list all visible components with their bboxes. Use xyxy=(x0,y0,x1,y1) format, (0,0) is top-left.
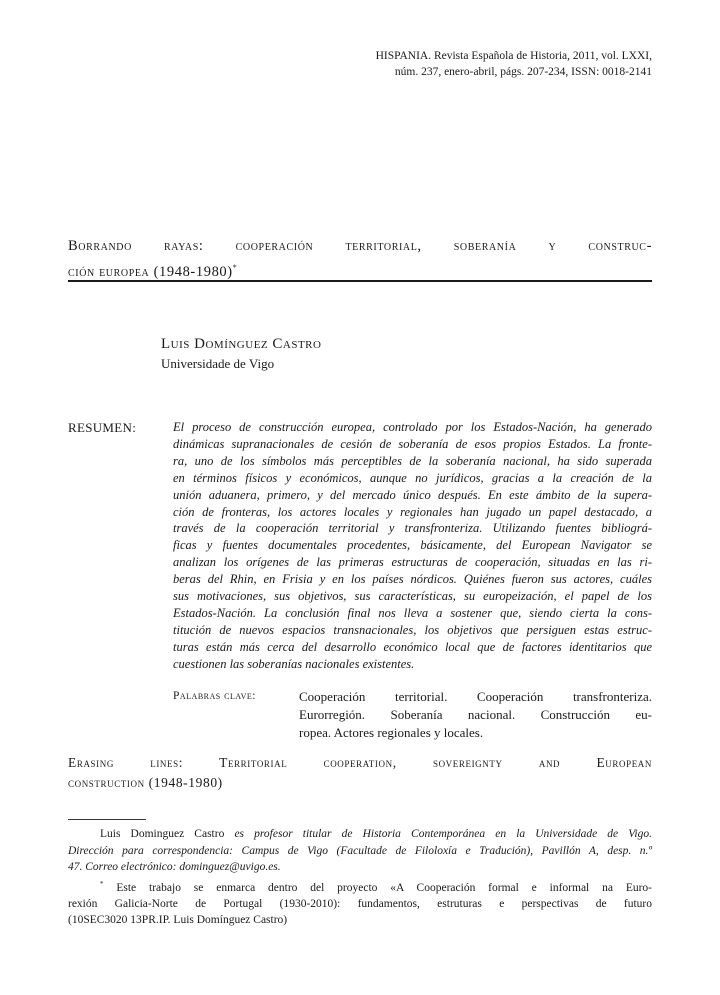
title-line-2-text: ción europea (1948-1980) xyxy=(68,263,233,280)
title-divider xyxy=(68,280,652,282)
footnotes xyxy=(68,826,652,929)
keywords-line: Cooperación territorial. Cooperación transfronteriza. xyxy=(299,689,652,704)
title-footnote-mark: * xyxy=(232,263,238,272)
keywords-label: Palabras clave: xyxy=(173,690,256,702)
abstract-line: dinámicas supranacionales de cesión de soberanía de esos propios Estados. La fronte- xyxy=(173,436,652,451)
keywords-text xyxy=(299,688,652,742)
footnote-project-mark: * xyxy=(100,879,104,888)
abstract-line: beras del Rhin, en Frisia y en los países nórdicos. Quiénes fueron sus actores, cuáles xyxy=(173,572,652,587)
abstract-line: turas están más cerca del desarrollo económico local que de factores identitarios que xyxy=(173,639,652,654)
abstract-line: cuestionen las soberanías nacionales existentes. xyxy=(173,656,415,671)
keywords-line: Eurorregión. Soberanía nacional. Construcción eu- xyxy=(299,707,652,722)
article-title xyxy=(68,236,652,283)
footnote-divider xyxy=(68,819,146,820)
abstract-line: Estados-Nación. La conclusión final nos lleva a sostener que, siendo cierta la cons- xyxy=(173,605,652,620)
title-line-2 xyxy=(68,257,652,283)
journal-header xyxy=(376,48,652,80)
author-name: Luis Domínguez Castro xyxy=(161,336,322,352)
abstract-line: ficas y fuentes documentales procedentes, básicamente, del European Navigator se xyxy=(173,538,652,553)
abstract-line: ra, uno de los símbolos más perceptibles de la soberanía nacional, ha sido superada xyxy=(173,453,652,468)
footnote-project-line-2: rexión Galicia-Norte de Portugal (1930-2010): fundamentos, estruturas e perspectivas de futuro xyxy=(68,897,652,910)
abstract-line: analizan los orígenes de las primeras estructuras de cooperación, situadas en las ri- xyxy=(173,555,652,570)
abstract-text xyxy=(173,419,652,673)
footnote-project-text: Este trabajo se enmarca dentro del proyecto «A Cooperación formal e informal na Euro- xyxy=(116,881,652,894)
abstract-line: sus motivaciones, sus objetivos, sus características, su europeización, el papel de los xyxy=(173,589,652,604)
footnote-author-line-3: 47. Correo electrónico: dominguez@uvigo.es. xyxy=(68,861,281,873)
abstract-line: ción de fronteras, los actores locales y regionales han jugado un papel destacado, a xyxy=(173,504,652,519)
footnote-author-name: Luis Dominguez Castro xyxy=(100,828,225,840)
author-affiliation: Universidade de Vigo xyxy=(161,356,275,371)
abstract-line: en términos físicos y económicos, aunque no jurídicos, gracias a la creación de la xyxy=(173,470,652,485)
footnote-author-line-1 xyxy=(68,826,652,843)
abstract-label: RESUMEN: xyxy=(68,420,137,435)
footnote-author-line-2: Dirección para correspondencia: Campus de Vigo (Facultade de Filoloxía e Tradución), Pavillón A, desp. n.º xyxy=(68,844,652,857)
footnote-author-note: es profesor titular de Historia Contemporánea en la Universidade de Vigo. xyxy=(234,828,652,840)
english-title-line-1: Erasing lines: Territorial cooperation, sovereignty and European xyxy=(68,755,652,770)
abstract-line: unión aduanera, primero, y del mercado único después. En este ámbito de la supera- xyxy=(173,487,652,502)
journal-line-1: HISPANIA. Revista Española de Historia, 2011, vol. LXXI, xyxy=(375,50,652,62)
english-title-line-2: construction (1948-1980) xyxy=(68,775,223,790)
abstract-line: El proceso de construcción europea, controlado por los Estados-Nación, ha generado xyxy=(173,420,652,434)
abstract-line: titución de nuevos espacios transnacionales, los objetivos que persiguen estas estruc- xyxy=(173,622,652,637)
title-line-1: Borrando rayas: cooperación territorial, soberanía y construc- xyxy=(68,238,652,254)
keywords-line: ropea. Actores regionales y locales. xyxy=(299,725,484,740)
abstract-line: través de la cooperación territorial y transfronteriza. Utilizando fuentes bibliográ- xyxy=(173,521,652,536)
journal-line-2: núm. 237, enero-abril, págs. 207-234, ISSN: 0018-2141 xyxy=(394,66,652,78)
english-title xyxy=(68,753,652,793)
footnote-project-line-3: (10SEC3020 13PR.IP. Luis Domínguez Castro) xyxy=(68,914,288,927)
footnote-project-line-1 xyxy=(68,876,652,896)
